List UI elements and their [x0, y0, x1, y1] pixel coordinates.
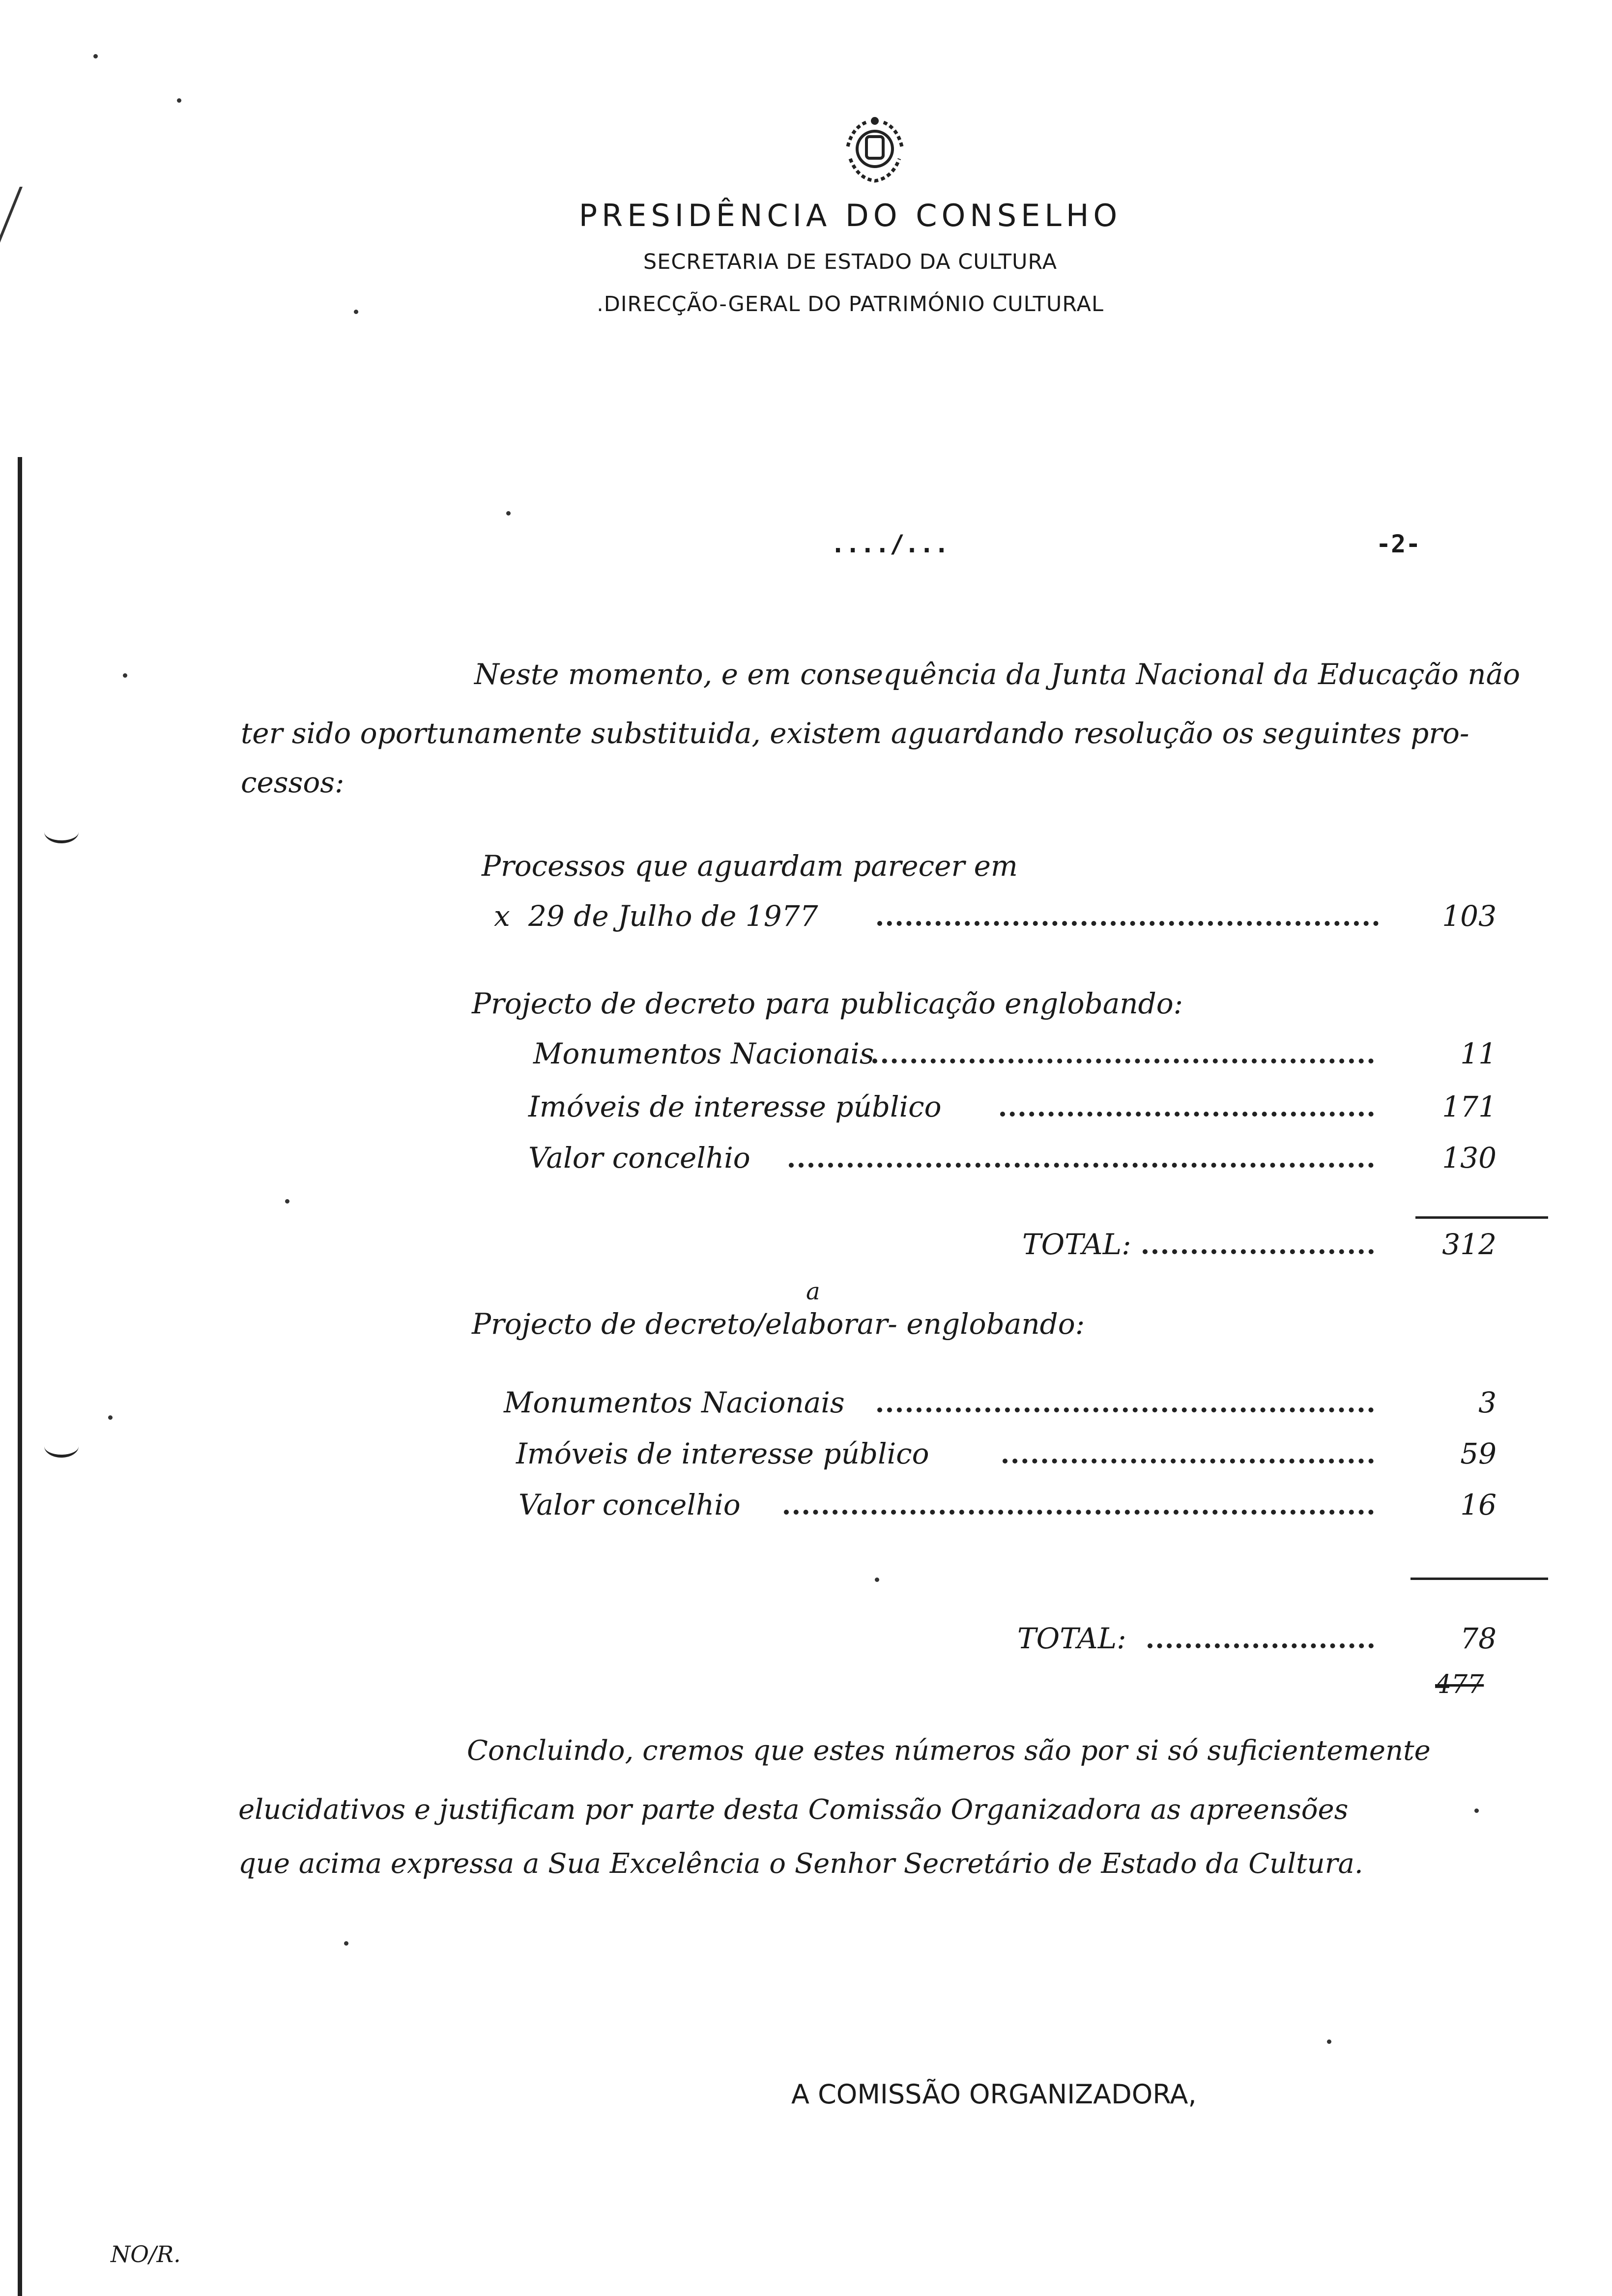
- dot-leader: [1000, 1112, 1374, 1117]
- section3-row: [518, 1488, 1497, 1527]
- letterhead-title: PRESIDÊNCIA DO CONSELHO: [578, 198, 1122, 233]
- speck: [875, 1578, 879, 1582]
- speck: [354, 310, 358, 314]
- dot-leader: [789, 1163, 1374, 1168]
- section2-total-value: 312: [1442, 1228, 1497, 1261]
- binding-mark: [44, 1435, 79, 1458]
- signature: A COMISSÃO ORGANIZADORA,: [791, 2079, 1197, 2110]
- speck: [506, 511, 511, 516]
- section1-value: 103: [1442, 899, 1497, 933]
- section3-item-value: 59: [1460, 1437, 1497, 1470]
- section3-item-value: 16: [1460, 1488, 1497, 1521]
- dot-leader: [1148, 1643, 1374, 1648]
- section2-heading: Projecto de decreto para publicação englobando:: [472, 987, 1183, 1020]
- conclusion-line-3: que acima expressa a Sua Excelência o Senhor Secretário de Estado da Cultura.: [238, 1848, 1363, 1880]
- section2-total-row: [1022, 1228, 1497, 1267]
- total-rule: [1415, 1216, 1548, 1219]
- section1-row: [528, 899, 1497, 939]
- section2-item-value: 130: [1442, 1141, 1497, 1175]
- total-rule: [1410, 1578, 1548, 1580]
- intro-line-1: Neste momento, e em consequência da Junta Nacional da Educação não: [474, 658, 1521, 691]
- section3-item-label: Imóveis de interesse público: [516, 1437, 929, 1470]
- portuguese-republic-emblem-icon: [838, 112, 912, 186]
- section2-row: [528, 1141, 1497, 1180]
- section1-label: 29 de Julho de 1977: [528, 899, 818, 933]
- binding-edge: [18, 457, 22, 2296]
- section2-item-value: 11: [1460, 1037, 1497, 1070]
- section3-heading: Projecto de decreto/elaborar- englobando:: [472, 1307, 1085, 1341]
- speck: [344, 1941, 348, 1946]
- section1-mark: x: [494, 899, 510, 933]
- conclusion-line-2: elucidativos e justificam por parte desta Comissão Organizadora as apreensões: [238, 1794, 1349, 1826]
- dot-leader: [877, 921, 1379, 926]
- continuation-mark: ..../...: [831, 530, 949, 558]
- intro-line-3: cessos:: [241, 766, 345, 799]
- section3-total-row: [1017, 1622, 1497, 1661]
- dot-leader: [784, 1510, 1374, 1515]
- section3-item-label: Monumentos Nacionais: [504, 1386, 845, 1419]
- dot-leader: [877, 1407, 1374, 1412]
- section2-row: [533, 1037, 1497, 1076]
- speck: [177, 98, 181, 103]
- binding-mark: [44, 821, 79, 843]
- section3-item-label: Valor concelhio: [518, 1488, 741, 1521]
- section1-line-1: Processos que aguardam parecer em: [482, 849, 1018, 883]
- section3-item-value: 3: [1478, 1386, 1497, 1419]
- letterhead-directorate: .DIRECÇÃO-GERAL DO PATRIMÓNIO CULTURAL: [597, 292, 1104, 316]
- dot-leader: [872, 1059, 1374, 1063]
- handwritten-grand-total: 477: [1435, 1670, 1484, 1699]
- conclusion-line-1: Concluindo, cremos que estes números são por si só suficientemente: [467, 1735, 1431, 1767]
- page-number: -2-: [1376, 530, 1421, 558]
- dot-leader: [1003, 1459, 1374, 1464]
- section3-heading-insertion: a: [806, 1278, 820, 1305]
- section3-row: [504, 1386, 1497, 1425]
- section2-row: [528, 1090, 1497, 1129]
- intro-line-2: ter sido oportunamente substituida, existem aguardando resolução os seguintes pro-: [241, 717, 1469, 750]
- section2-item-label: Imóveis de interesse público: [528, 1090, 942, 1123]
- speck: [123, 673, 127, 678]
- speck: [93, 54, 98, 58]
- dot-leader: [1143, 1249, 1374, 1254]
- speck: [1474, 1808, 1479, 1813]
- speck: [1327, 2039, 1331, 2044]
- letterhead-secretariat: SECRETARIA DE ESTADO DA CULTURA: [643, 250, 1058, 274]
- section2-item-label: Monumentos Nacionais: [533, 1037, 874, 1070]
- section2-item-label: Valor concelhio: [528, 1141, 750, 1175]
- speck: [285, 1199, 289, 1204]
- section3-row: [516, 1437, 1497, 1476]
- section3-total-label: TOTAL:: [1017, 1622, 1126, 1655]
- section2-total-label: TOTAL:: [1022, 1228, 1131, 1261]
- footer-initials: NO/R.: [111, 2241, 181, 2267]
- section2-item-value: 171: [1442, 1090, 1497, 1123]
- section3-total-value: 78: [1460, 1622, 1497, 1655]
- speck: [108, 1415, 113, 1420]
